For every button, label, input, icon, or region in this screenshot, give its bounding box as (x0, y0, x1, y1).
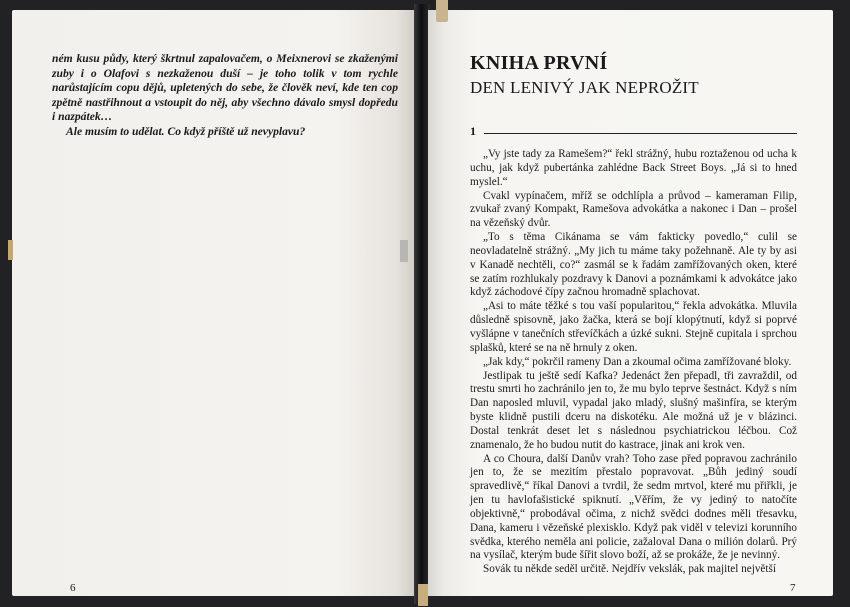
page-edge-tab-left (8, 240, 13, 260)
book-title: KNIHA PRVNÍ (470, 52, 608, 74)
left-paragraph-2: Ale musím to udělat. Co když příště už nevyplavu? (66, 124, 306, 138)
right-page-text (470, 148, 797, 577)
right-paragraph-6: Jestlipak tu ještě sedí Kafka? Jedenáct žen přepadl, tři zavraždil, od trestu smrti ho zachránilo jen to, že mu bylo teprve šestnáct. Když s ním Dan naposled mluvil, vypadal jako mladý, slušný mašinfíra, se kterým byste klidně pustili dceru na diskotéku. Ale možná už je v blázinci. Dostal tenkrát deset let s následnou psychiatrickou léčbou. Což znamenalo, že ho budou nutit do kastrace, jinak ani krok ven. (470, 369, 797, 451)
right-page (428, 10, 833, 596)
right-paragraph-5: „Jak kdy,“ pokrčil rameny Dan a zkoumal očima zamřížované bloky. (483, 355, 792, 368)
section-rule (484, 133, 797, 134)
right-paragraph-1: „Vy jste tady za Ramešem?“ řekl strážný, hubu roztaženou od ucha k uchu, jak když pubertánka zahlédne Back Street Boys. „Já si to hned myslel.“ (470, 148, 797, 188)
right-paragraph-8: Sovák tu někde seděl určitě. Nejdřív vekslák, pak majitel největší (483, 563, 776, 576)
right-paragraph-3: „To s těma Cikánama se vám fakticky povedlo,“ culil se neovladatelně strážný. „My jich tu máme taky požehnaně. Ale ty by asi v Kanadě nechtěli, co?“ zasmál se k řadám zamřížovaných oken, které se zatím rozhlukaly pozdravy k Danovi a poznámkami k advokátce jako když záchodové čípy začnou hromadně splachovat. (470, 231, 797, 299)
bookmark-ribbon-top (436, 0, 448, 22)
chapter-title: DEN LENIVÝ JAK NEPROŽIT (470, 78, 699, 97)
left-page-number: 6 (70, 582, 76, 594)
section-number: 1 (470, 124, 476, 138)
right-paragraph-7: A co Choura, další Danův vrah? Toho zase před popravou zachránilo jen to, že se mezitím přestalo popravovat. „Bůh jediný soudí spravedlivě,“ říkal Danovi a tvrdil, že sedm mrtvol, které mu přiřkli, je jen tu havlofašistické spiknutí. „Věřím, že vy jediný to natočíte objektivně,“ probodával očima, z nichž svědci dodnes měli třesavku, Dana, kameru i vězeňské plexisklo. Když pak viděl v televizi korunního svědka, kterého neměla ani policie, zažaloval Dana o milión dolarů. Prý na vysílač, kterým bude šířit slovo boží, až se prokáže, že je nevinný. (470, 452, 797, 562)
right-paragraph-2: Cvakl vypínačem, mříž se odchlípla a průvod – kameraman Filip, zvukař zvaný Kompakt, Ramešova advokátka a nakonec i Dan – prošel na vězeňský dvůr. (470, 189, 797, 230)
right-page-number: 7 (790, 582, 796, 594)
right-paragraph-4: „Asi to máte těžké s tou vaší popularitou,“ řekla advokátka. Mluvila důsledně spisovně, jako žačka, která se bojí klopýtnutí, když si poprvé vyšlápne v tanečních střevíčkách a úzké sukni. Stejně cupitala i sprchou splašků, které se na ně hrnuly z oken. (470, 300, 797, 354)
left-page (12, 10, 416, 596)
left-page-text (52, 52, 398, 140)
left-paragraph-1: ném kusu půdy, který škrtnul zapalovačem, o Meixnerovi se zkaženými zuby i o Olafovi s nezkaženou duší – je toho tolik v tom rychle narůstajícím copu dějů, upletených do sebe, že člověk neví, kde ten cop zpětně nastřihnout a vstoupit do něj, aby všechno dávalo smysl dopředu i nazpátek… (52, 52, 398, 124)
page-edge-tab-right (400, 240, 408, 262)
bookmark-ribbon-bottom (418, 584, 428, 606)
